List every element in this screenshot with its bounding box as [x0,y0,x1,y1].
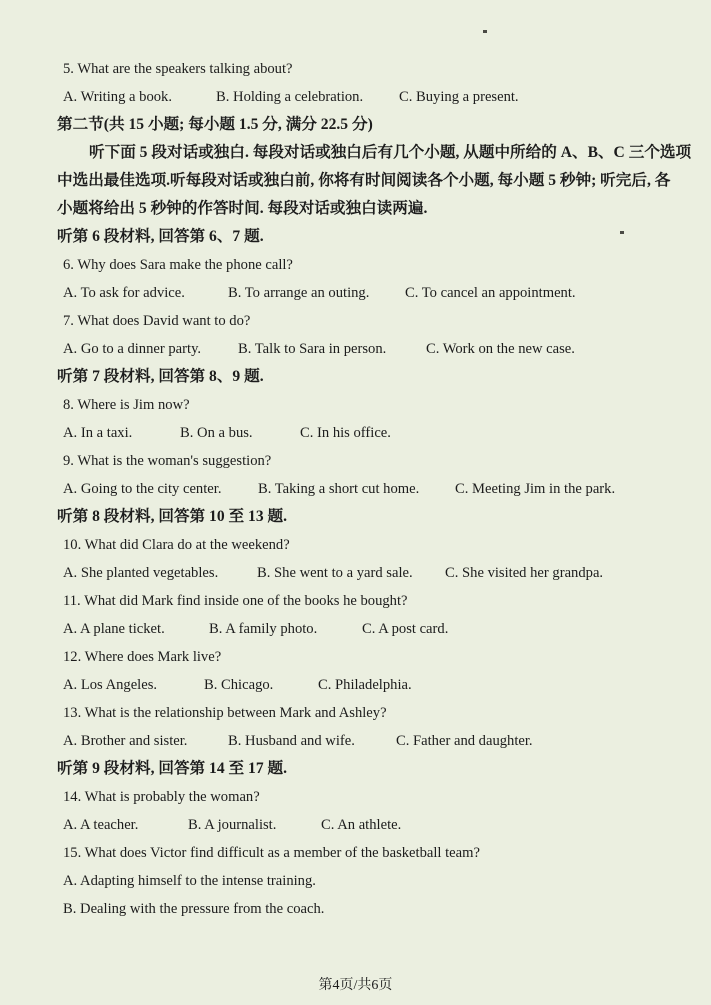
option-12-b: B. Chicago. [204,677,274,693]
options-row-10 [0,559,711,587]
option-9-c: C. Meeting Jim in the park. [455,481,616,497]
section-2-intro-line-2: 中选出最佳选项.听每段对话或独白前, 你将有时间阅读各个小题, 每小题 5 秒钟; 听完后, 各 [57,172,671,189]
options-row-14 [0,811,711,839]
question-10: 10. What did Clara do at the weekend? [63,537,290,553]
option-10-b: B. She went to a yard sale. [257,565,413,581]
option-5-c: C. Buying a present. [399,89,519,105]
option-13-b: B. Husband and wife. [228,733,355,749]
option-6-a: A. To ask for advice. [63,285,185,301]
section-2-intro-line-1: 听下面 5 段对话或独白. 每段对话或独白后有几个小题, 从题中所给的 A、B、C 三个选项 [89,144,692,161]
option-11-a: A. A plane ticket. [63,621,165,637]
material-8-heading: 听第 8 段材料, 回答第 10 至 13 题. [57,508,288,525]
options-row-6 [0,279,711,307]
option-14-c: C. An athlete. [321,817,402,833]
exam-page-body [0,55,711,923]
option-10-c: C. She visited her grandpa. [445,565,604,581]
option-12-a: A. Los Angeles. [63,677,158,693]
option-14-a: A. A teacher. [63,817,139,833]
page-number-footer: 第4页/共6页 [318,978,393,993]
option-8-a: A. In a taxi. [63,425,133,441]
question-14: 14. What is probably the woman? [63,789,260,805]
question-11: 11. What did Mark find inside one of the books he bought? [63,593,408,609]
material-9-heading: 听第 9 段材料, 回答第 14 至 17 题. [57,760,288,777]
options-row-11 [0,615,711,643]
options-row-9 [0,475,711,503]
option-13-c: C. Father and daughter. [396,733,533,749]
section-2-intro-line-3: 小题将给出 5 秒钟的作答时间. 每段对话或独白读两遍. [57,200,428,217]
option-12-c: C. Philadelphia. [318,677,412,693]
option-8-b: B. On a bus. [180,425,253,441]
question-15: 15. What does Victor find difficult as a member of the basketball team? [63,845,480,861]
question-6: 6. Why does Sara make the phone call? [63,257,293,273]
options-row-5 [0,83,711,111]
option-15-a: A. Adapting himself to the intense training. [63,873,316,889]
options-row-13 [0,727,711,755]
question-12: 12. Where does Mark live? [63,649,222,665]
question-9: 9. What is the woman's suggestion? [63,453,272,469]
option-8-c: C. In his office. [300,425,391,441]
option-6-c: C. To cancel an appointment. [405,285,576,301]
question-13: 13. What is the relationship between Mark and Ashley? [63,705,387,721]
option-13-a: A. Brother and sister. [63,733,188,749]
section-2-heading: 第二节(共 15 小题; 每小题 1.5 分, 满分 22.5 分) [57,116,373,133]
options-row-7 [0,335,711,363]
question-7: 7. What does David want to do? [63,313,251,329]
question-8: 8. Where is Jim now? [63,397,190,413]
option-9-b: B. Taking a short cut home. [258,481,420,497]
options-row-12 [0,671,711,699]
option-6-b: B. To arrange an outing. [228,285,370,301]
option-10-a: A. She planted vegetables. [63,565,219,581]
option-15-b: B. Dealing with the pressure from the coach. [63,901,325,917]
option-14-b: B. A journalist. [188,817,277,833]
option-5-a: A. Writing a book. [63,89,172,105]
material-7-heading: 听第 7 段材料, 回答第 8、9 题. [57,368,264,385]
option-11-b: B. A family photo. [209,621,318,637]
option-11-c: C. A post card. [362,621,449,637]
option-7-c: C. Work on the new case. [426,341,575,357]
scan-artifact-dot [483,30,487,33]
option-7-b: B. Talk to Sara in person. [238,341,387,357]
options-row-8 [0,419,711,447]
option-9-a: A. Going to the city center. [63,481,222,497]
option-7-a: A. Go to a dinner party. [63,341,202,357]
question-5: 5. What are the speakers talking about? [63,61,293,77]
option-5-b: B. Holding a celebration. [216,89,364,105]
material-6-heading: 听第 6 段材料, 回答第 6、7 题. [57,228,264,245]
